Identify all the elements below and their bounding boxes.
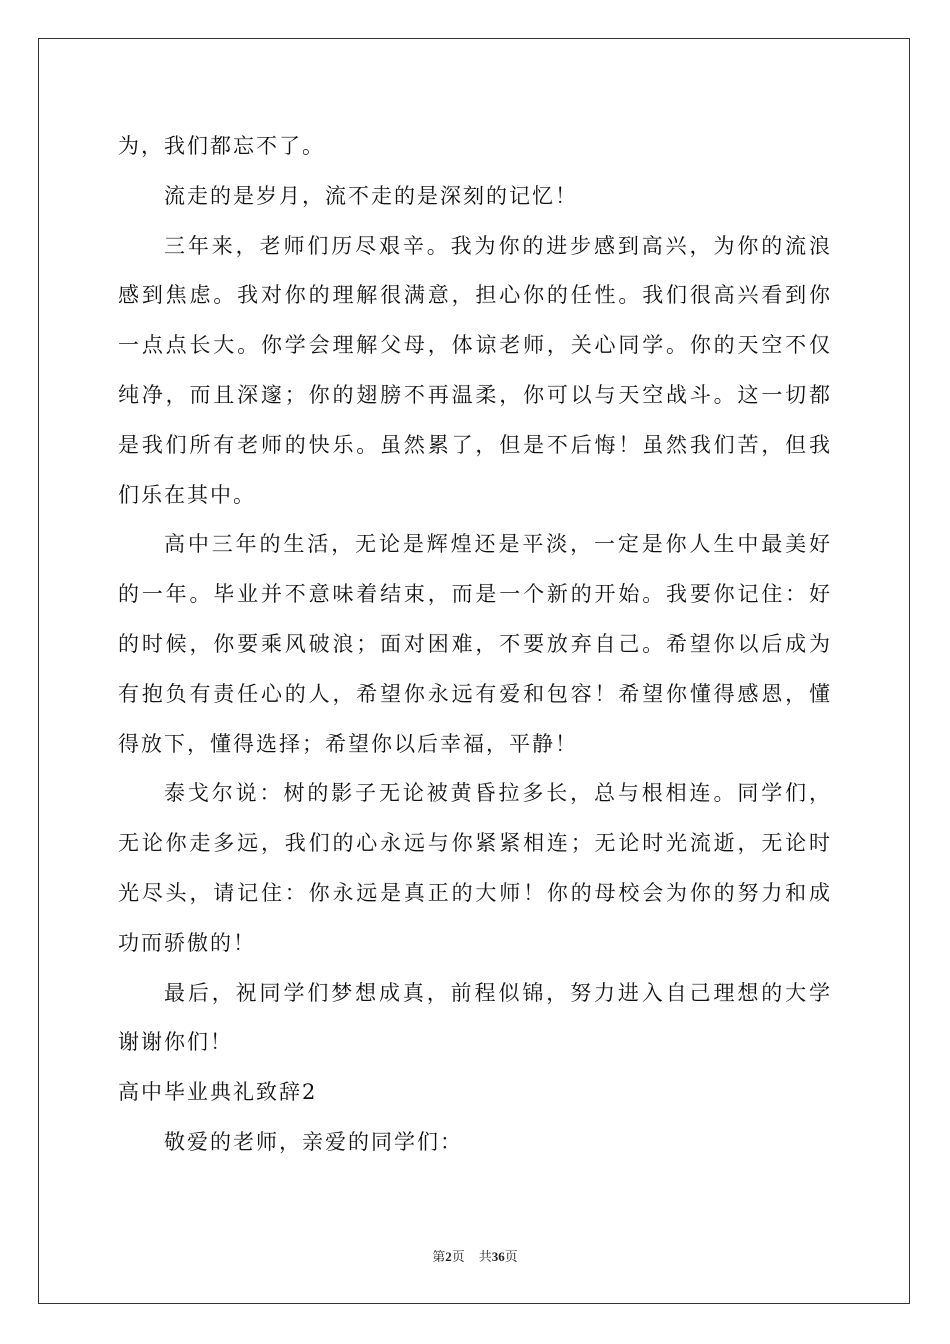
document-body [118,122,832,1168]
text-line: 功而骄傲的！ [118,930,256,955]
total-pages: 36 [491,1249,505,1264]
page-number: 2 [445,1249,452,1264]
text-line: 泰戈尔说：树的影子无论被黄昏拉多长，总与根相连。同学们， [164,781,832,806]
total-suffix: 页 [504,1250,518,1265]
text-line: 流走的是岁月，流不走的是深刻的记忆！ [164,183,578,208]
page-footer [0,1246,950,1265]
text-line: 光尽头，请记住：你永远是真正的大师！你的母校会为你的努力和成 [118,880,832,905]
text-line: 的时候，你要乘风破浪；面对困难，不要放弃自己。希望你以后成为 [118,631,832,656]
page-suffix: 页 [451,1250,465,1265]
text-line: 高中毕业典礼致辞2 [118,1080,318,1105]
text-line: 敬爱的老师，亲爱的同学们： [164,1129,463,1154]
page-prefix: 第 [432,1250,446,1265]
text-line: 纯净，而且深邃；你的翅膀不再温柔，你可以与天空战斗。这一切都 [118,382,832,407]
text-line: 一点点长大。你学会理解父母，体谅老师，关心同学。你的天空不仅 [118,333,832,358]
text-line: 为，我们都忘不了。 [118,134,325,158]
text-line: 无论你走多远，我们的心永远与你紧紧相连；无论时光流逝，无论时 [118,831,832,856]
text-line: 是我们所有老师的快乐。虽然累了，但是不后悔！虽然我们苦，但我 [118,432,832,457]
text-line: 谢谢你们！ [118,1030,233,1055]
text-line: 最后，祝同学们梦想成真，前程似锦，努力进入自己理想的大学 [164,980,832,1005]
text-line: 们乐在其中。 [118,482,256,507]
text-line: 三年来，老师们历尽艰辛。我为你的进步感到高兴，为你的流浪 [164,233,832,258]
text-line: 得放下，懂得选择；希望你以后幸福，平静！ [118,731,578,756]
text-line: 感到焦虑。我对你的理解很满意，担心你的任性。我们很高兴看到你 [118,283,832,308]
text-line: 的一年。毕业并不意味着结束，而是一个新的开始。我要你记住：好 [118,582,832,607]
text-line: 有抱负有责任心的人，希望你永远有爱和包容！希望你懂得感恩，懂 [118,681,832,706]
total-prefix: 共 [478,1250,492,1265]
text-line: 高中三年的生活，无论是辉煌还是平淡，一定是你人生中最美好 [164,532,832,557]
